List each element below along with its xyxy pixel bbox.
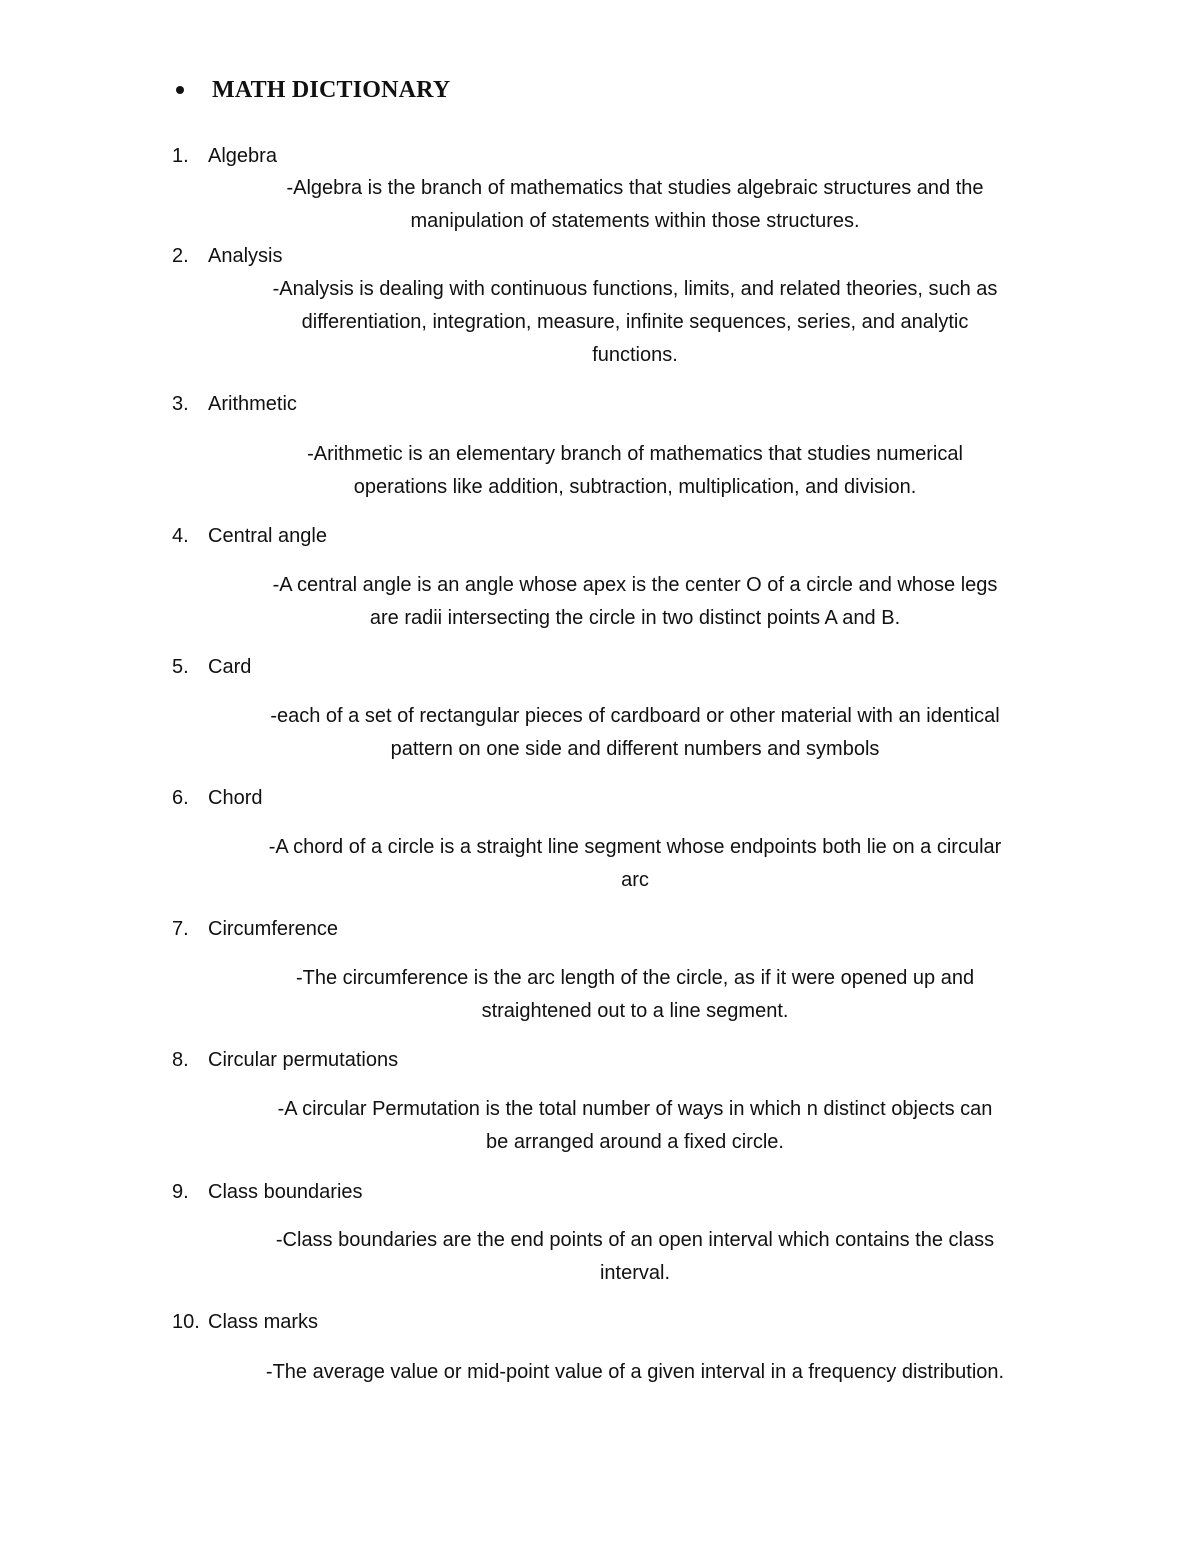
entry-number: 1. (172, 144, 189, 167)
entry-definition (200, 700, 1070, 766)
definition-line: pattern on one side and different numbers and symbols (390, 738, 880, 760)
definition-line: straightened out to a line segment. (481, 1000, 789, 1022)
entry-term-label: Class boundaries (208, 1180, 363, 1203)
entry-term (172, 1045, 398, 1075)
definition-line: -Class boundaries are the end points of an open interval which contains the class (275, 1229, 995, 1251)
entry-definition (200, 1093, 1070, 1159)
entry-term (172, 389, 297, 419)
entry-term (172, 783, 262, 813)
page-title: MATH DICTIONARY (212, 76, 451, 103)
entry-term (172, 521, 327, 551)
entry-term-label: Chord (208, 786, 263, 809)
definition-line: arc (621, 869, 649, 891)
entry-definition (200, 569, 1070, 635)
entry-term (172, 241, 282, 271)
entry-number: 5. (172, 655, 189, 678)
entry-term (172, 914, 338, 944)
entry-term (172, 1307, 318, 1337)
entry-term (172, 1177, 363, 1207)
definition-line: -A circular Permutation is the total number of ways in which n distinct objects can (277, 1098, 993, 1120)
entry-number: 7. (172, 917, 189, 940)
entry-number: 8. (172, 1048, 189, 1071)
entry-term-label: Algebra (208, 144, 277, 167)
entry-number: 2. (172, 244, 189, 267)
entry-term-label: Card (208, 655, 252, 678)
entry-definition (200, 1224, 1070, 1290)
entry-number: 9. (172, 1180, 189, 1203)
entry-definition (200, 831, 1070, 897)
definition-line: -each of a set of rectangular pieces of cardboard or other material with an identical (270, 705, 1000, 727)
definition-line: -Analysis is dealing with continuous functions, limits, and related theories, such as (272, 278, 998, 300)
entry-term-label: Circumference (208, 917, 339, 940)
entry-number: 10. (172, 1310, 200, 1333)
definition-line: differentiation, integration, measure, infinite sequences, series, and analytic (301, 311, 969, 333)
entry-definition (200, 273, 1070, 372)
definition-line: -A central angle is an angle whose apex is the center O of a circle and whose legs (272, 574, 998, 596)
entry-definition (200, 172, 1070, 238)
entry-number: 3. (172, 392, 189, 415)
entry-term-label: Analysis (208, 244, 283, 267)
definition-line: -Arithmetic is an elementary branch of mathematics that studies numerical (307, 443, 963, 465)
entry-definition (200, 1356, 1070, 1389)
bullet-icon (176, 86, 184, 94)
definition-line: be arranged around a fixed circle. (486, 1131, 784, 1153)
entry-definition (200, 962, 1070, 1028)
entry-term-label: Circular permutations (208, 1048, 399, 1071)
title-row (172, 70, 450, 110)
definition-line: manipulation of statements within those structures. (410, 210, 860, 232)
definition-line: are radii intersecting the circle in two distinct points A and B. (369, 607, 901, 629)
entry-definition (200, 438, 1070, 504)
entry-number: 6. (172, 786, 189, 809)
definition-line: functions. (592, 344, 678, 366)
entry-term-label: Central angle (208, 524, 327, 547)
definition-line: interval. (599, 1262, 671, 1284)
entry-term-label: Class marks (208, 1310, 319, 1333)
definition-line: -The circumference is the arc length of the circle, as if it were opened up and (295, 967, 975, 989)
definition-line: operations like addition, subtraction, multiplication, and division. (353, 476, 917, 498)
definition-line: -A chord of a circle is a straight line segment whose endpoints both lie on a circular (268, 836, 1002, 858)
entry-term (172, 652, 251, 682)
entry-term-label: Arithmetic (208, 392, 297, 415)
definition-line: -Algebra is the branch of mathematics that studies algebraic structures and the (286, 177, 984, 199)
definition-line: -The average value or mid-point value of a given interval in a frequency distribution. (265, 1361, 1005, 1383)
entry-term (172, 141, 277, 171)
entry-number: 4. (172, 524, 189, 547)
